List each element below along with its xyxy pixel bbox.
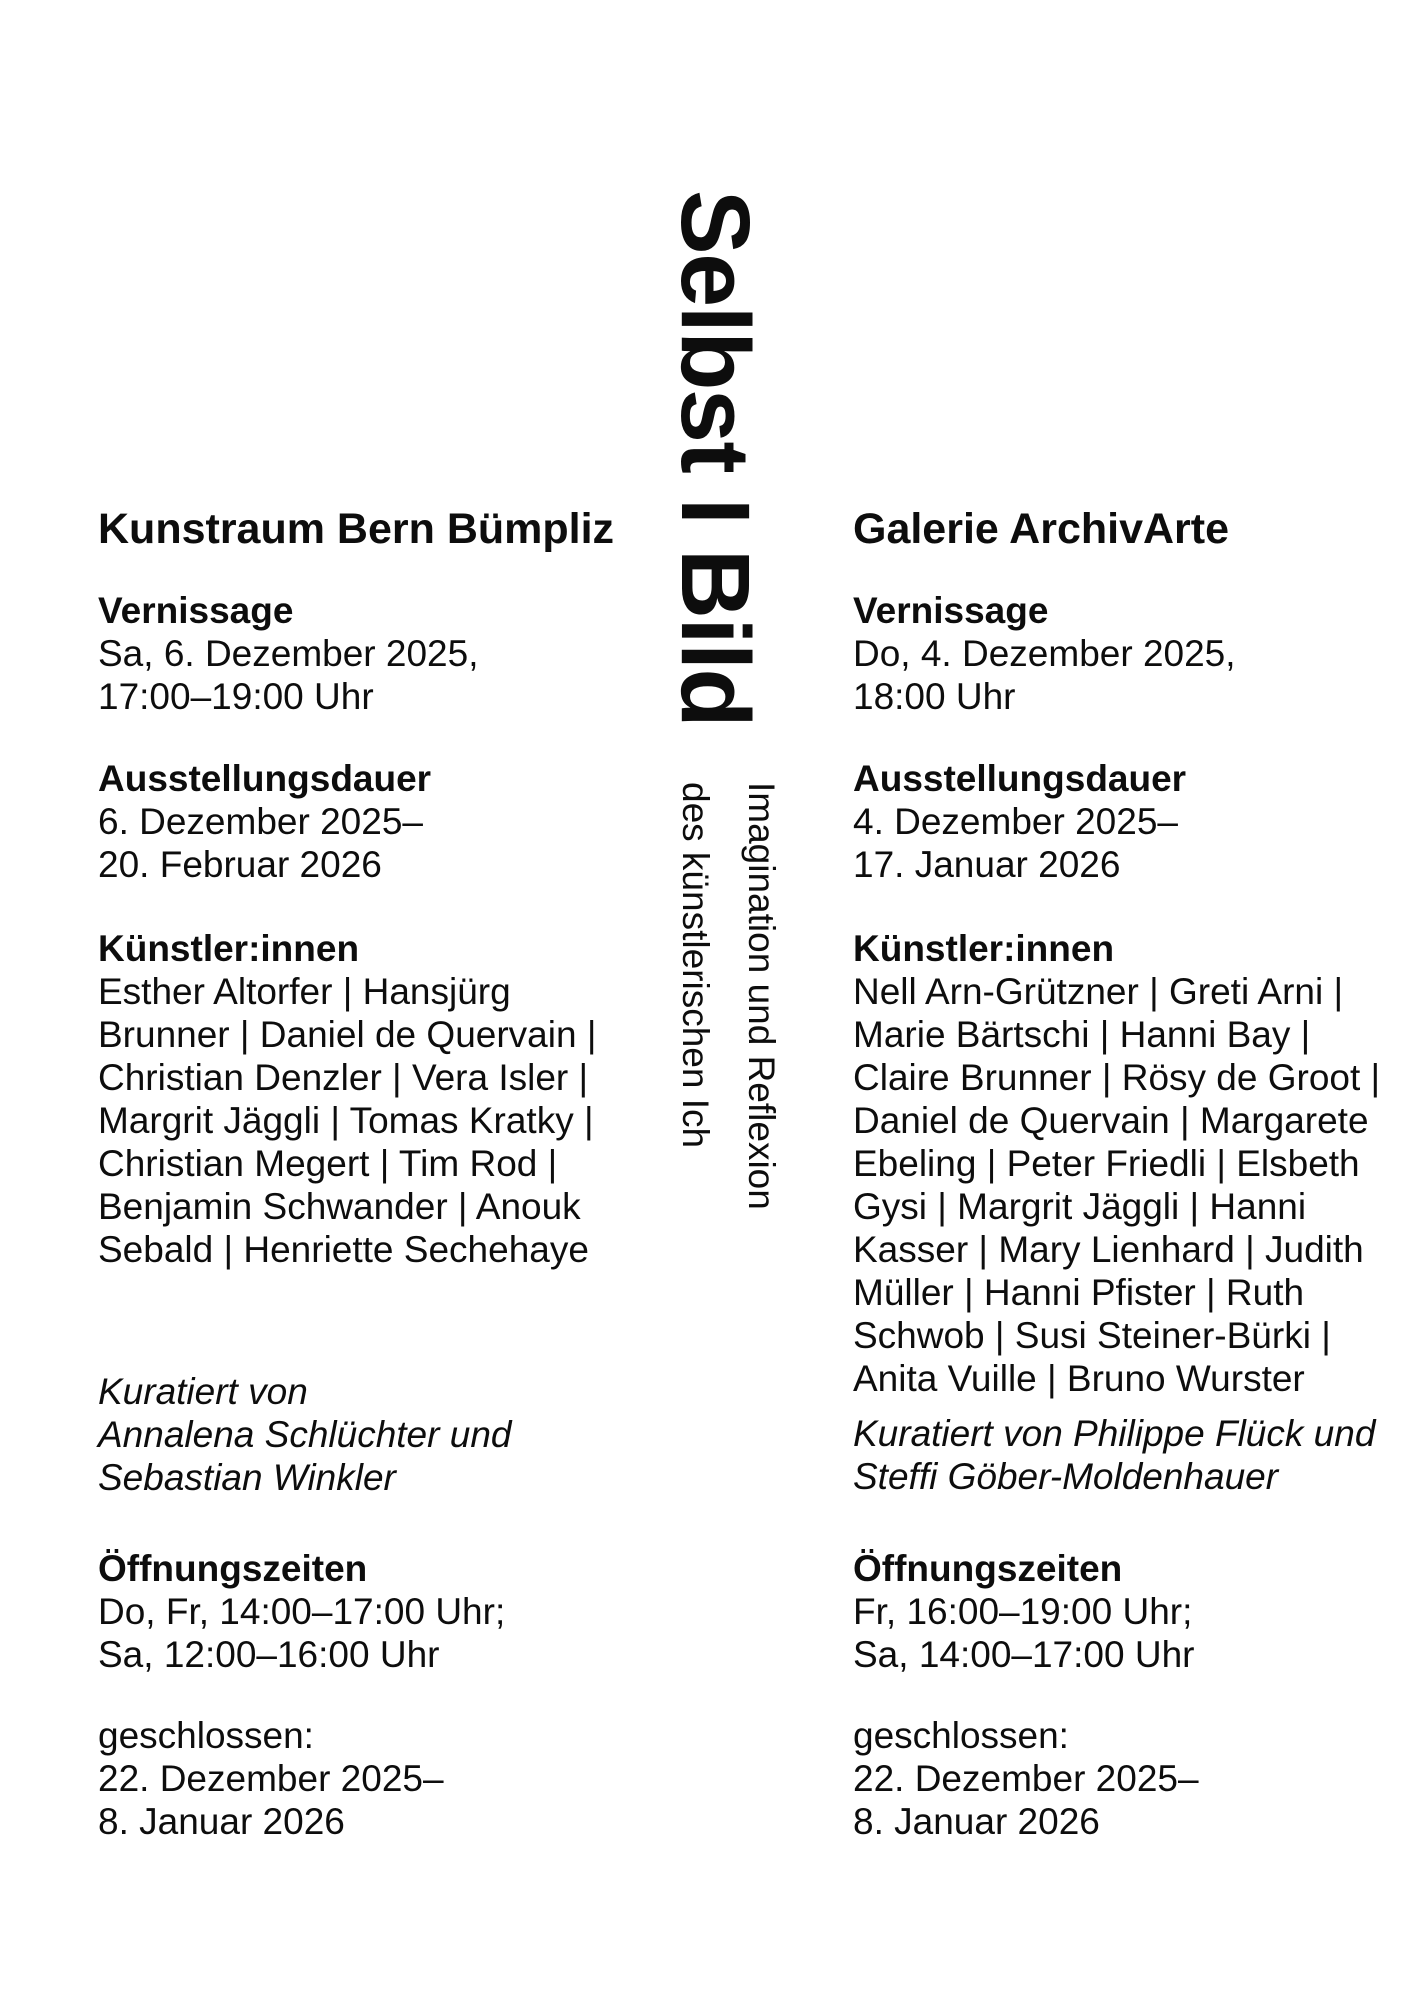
- right-opening-hours-section: [853, 1547, 1194, 1676]
- exhibition-title: Selbst I Bild: [661, 190, 770, 727]
- text-line: 17:00–19:00 Uhr: [98, 676, 374, 717]
- left-opening-hours-section: [98, 1547, 505, 1676]
- text-line: Sa, 6. Dezember 2025,: [98, 633, 479, 674]
- section-label: geschlossen:: [98, 1715, 314, 1756]
- right-curators-section: [853, 1412, 1375, 1498]
- text-line: 8. Januar 2026: [98, 1801, 345, 1842]
- text-line: Fr, 16:00–19:00 Uhr;: [853, 1591, 1193, 1632]
- section-label: Künstler:innen: [853, 928, 1115, 969]
- text-line: 17. Januar 2026: [853, 844, 1121, 885]
- venue-name-right: Galerie ArchivArte: [853, 505, 1230, 553]
- curator-line: Annalena Schlüchter und: [98, 1414, 512, 1455]
- artist-line: Christian Denzler | Vera Isler |: [98, 1057, 589, 1098]
- left-closed-section: [98, 1714, 444, 1843]
- section-label: Vernissage: [853, 590, 1049, 631]
- curator-line: Kuratiert von: [98, 1371, 308, 1412]
- artist-line: Anita Vuille | Bruno Wurster: [853, 1358, 1305, 1399]
- text-line: 18:00 Uhr: [853, 676, 1016, 717]
- artist-line: Daniel de Quervain | Margarete: [853, 1100, 1369, 1141]
- venue-name-left: Kunstraum Bern Bümpliz: [98, 505, 615, 553]
- right-duration-section: [853, 757, 1186, 886]
- exhibition-subtitle-line: des künstlerischen Ich: [675, 782, 716, 1149]
- artist-line: Gysi | Margrit Jäggli | Hanni: [853, 1186, 1307, 1227]
- section-label: Öffnungszeiten: [98, 1548, 368, 1589]
- left-curators-section: [98, 1370, 511, 1499]
- artist-line: Brunner | Daniel de Quervain |: [98, 1014, 597, 1055]
- artist-line: Nell Arn-Grützner | Greti Arni |: [853, 971, 1344, 1012]
- artist-line: Esther Altorfer | Hansjürg: [98, 971, 511, 1012]
- section-label: Öffnungszeiten: [853, 1548, 1123, 1589]
- section-label: Künstler:innen: [98, 928, 360, 969]
- text-line: 8. Januar 2026: [853, 1801, 1100, 1842]
- right-closed-section: [853, 1714, 1199, 1843]
- text-line: Do, Fr, 14:00–17:00 Uhr;: [98, 1591, 506, 1632]
- artist-line: Müller | Hanni Pfister | Ruth: [853, 1272, 1305, 1313]
- curator-line: Sebastian Winkler: [98, 1457, 396, 1498]
- text-line: 22. Dezember 2025–: [853, 1758, 1199, 1799]
- exhibition-subtitle: [662, 782, 794, 1210]
- text-line: 6. Dezember 2025–: [98, 801, 423, 842]
- curator-line: Steffi Göber-Moldenhauer: [853, 1456, 1279, 1497]
- artist-line: Sebald | Henriette Sechehaye: [98, 1229, 589, 1270]
- left-artists-section: [98, 927, 596, 1271]
- section-label: Ausstellungsdauer: [98, 758, 432, 799]
- text-line: Sa, 14:00–17:00 Uhr: [853, 1634, 1195, 1675]
- artist-line: Marie Bärtschi | Hanni Bay |: [853, 1014, 1311, 1055]
- artist-line: Christian Megert | Tim Rod |: [98, 1143, 558, 1184]
- artist-line: Kasser | Mary Lienhard | Judith: [853, 1229, 1364, 1270]
- section-label: Vernissage: [98, 590, 294, 631]
- artist-line: Schwob | Susi Steiner-Bürki |: [853, 1315, 1331, 1356]
- artist-line: Claire Brunner | Rösy de Groot |: [853, 1057, 1381, 1098]
- text-line: 20. Februar 2026: [98, 844, 382, 885]
- right-vernissage-section: [853, 589, 1236, 718]
- left-duration-section: [98, 757, 431, 886]
- text-line: Sa, 12:00–16:00 Uhr: [98, 1634, 440, 1675]
- artist-line: Ebeling | Peter Friedli | Elsbeth: [853, 1143, 1360, 1184]
- right-artists-section: [853, 927, 1380, 1400]
- artist-line: Margrit Jäggli | Tomas Kratky |: [98, 1100, 594, 1141]
- artist-line: Benjamin Schwander | Anouk: [98, 1186, 581, 1227]
- section-label: geschlossen:: [853, 1715, 1069, 1756]
- exhibition-subtitle-line: Imagination und Reflexion: [741, 782, 782, 1210]
- text-line: 22. Dezember 2025–: [98, 1758, 444, 1799]
- curator-line: Kuratiert von Philippe Flück und: [853, 1413, 1376, 1454]
- text-line: Do, 4. Dezember 2025,: [853, 633, 1236, 674]
- section-label: Ausstellungsdauer: [853, 758, 1187, 799]
- left-vernissage-section: [98, 589, 479, 718]
- text-line: 4. Dezember 2025–: [853, 801, 1178, 842]
